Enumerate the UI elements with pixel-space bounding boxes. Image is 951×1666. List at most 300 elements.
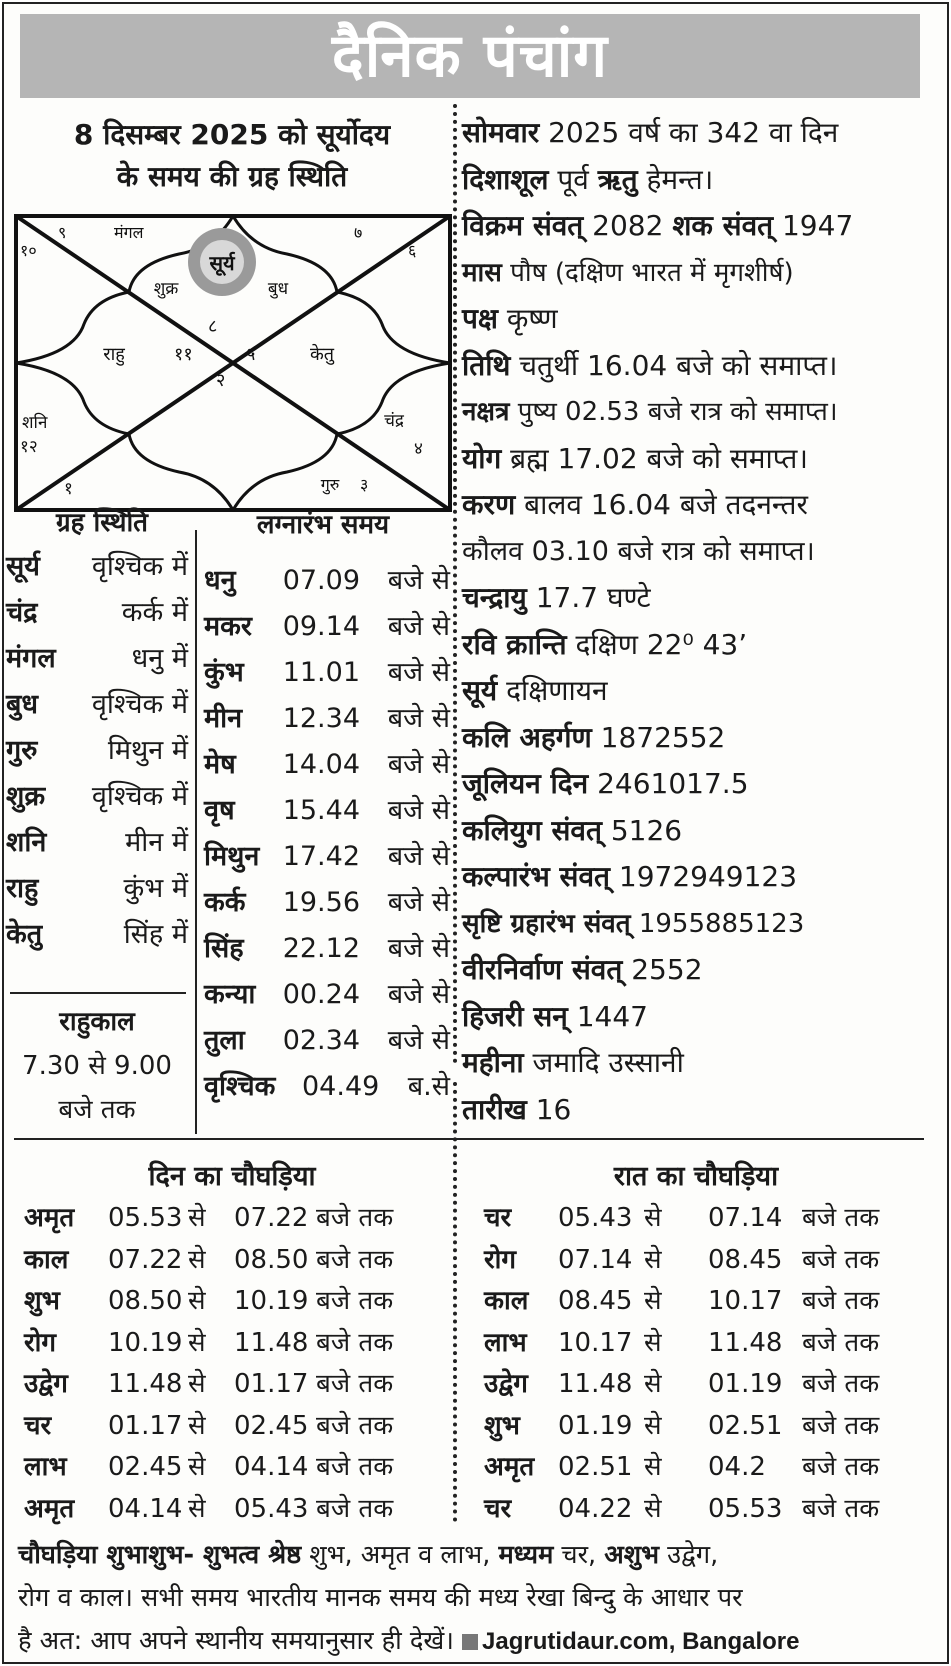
- panchang-row: [462, 157, 942, 204]
- lagna-row: [204, 560, 450, 606]
- footer-bold: अशुभ: [604, 1540, 660, 1570]
- panchang-row: [462, 715, 942, 762]
- choghadiya-to: 05.53: [708, 1493, 783, 1524]
- choghadiya-se: से: [644, 1410, 662, 1441]
- lagna-row: [204, 836, 450, 882]
- choghadiya-to: 08.50: [234, 1244, 309, 1275]
- panchang-value: 1947: [773, 209, 854, 242]
- lagna-rashi: कुंभ: [204, 657, 244, 688]
- kundli-chart-svg: [14, 214, 452, 512]
- lagna-row: [204, 698, 450, 744]
- day-choghadiya-heading: दिन का चौघड़िया: [148, 1161, 316, 1192]
- choghadiya-name: अमृत: [24, 1203, 75, 1233]
- lagna-rashi: मेष: [204, 749, 236, 780]
- graha-sign: सिंह में: [123, 919, 188, 950]
- panchang-key: करण: [462, 488, 516, 521]
- panchang-row: [462, 296, 942, 343]
- house-number: १०: [20, 241, 37, 260]
- panchang-row: [462, 901, 942, 948]
- graha-name: गुरु: [6, 735, 38, 766]
- choghadiya-tak: बजे तक: [316, 1410, 394, 1441]
- graha-name: राहु: [6, 873, 39, 904]
- choghadiya-se: से: [188, 1493, 206, 1524]
- choghadiya-name: काल: [24, 1244, 69, 1275]
- choghadiya-from: 02.51: [558, 1452, 633, 1482]
- graha-name: शुक्र: [6, 781, 46, 812]
- kundli-chart: [14, 214, 452, 512]
- panchang-key: तिथि: [462, 348, 511, 382]
- panchang-key: सूर्य: [462, 674, 498, 707]
- choghadiya-from: 10.17: [558, 1327, 633, 1358]
- choghadiya-tak: बजे तक: [802, 1493, 880, 1524]
- choghadiya-from: 11.48: [108, 1369, 183, 1399]
- choghadiya-tak: बजे तक: [802, 1452, 880, 1482]
- panchang-value: 16: [526, 1092, 572, 1126]
- panchang-value: 2082: [583, 209, 673, 242]
- panchang-value: 1955885123: [630, 908, 805, 939]
- lagna-row: [204, 974, 450, 1020]
- lagna-time: 12.34: [282, 703, 360, 734]
- choghadiya-row: [24, 1406, 444, 1448]
- choghadiya-se: से: [188, 1203, 206, 1233]
- footer-note: [18, 1534, 938, 1663]
- house-number: ११: [174, 344, 193, 365]
- rahukal-heading: राहुकाल: [59, 1007, 135, 1037]
- graha-row: [6, 730, 188, 776]
- choghadiya-from: 04.14: [108, 1493, 183, 1524]
- footer-line3: [18, 1620, 938, 1663]
- house-number: ३: [360, 475, 369, 494]
- choghadiya-name: चर: [484, 1493, 512, 1524]
- panchang-value: दक्षिण 22⁰ 43’: [566, 627, 748, 661]
- choghadiya-se: से: [188, 1286, 206, 1316]
- panchang-row: [462, 854, 942, 901]
- choghadiya-from: 04.22: [558, 1493, 633, 1524]
- choghadiya-to: 02.51: [708, 1410, 783, 1441]
- choghadiya-from: 07.14: [558, 1244, 633, 1275]
- panchang-value: बालव 16.04 बजे तदनन्तर: [515, 488, 808, 521]
- lagna-suffix: बजे से: [387, 1025, 450, 1056]
- panchang-key: महीना: [462, 1046, 524, 1079]
- choghadiya-from: 02.45: [108, 1452, 183, 1482]
- choghadiya-tak: बजे तक: [802, 1327, 880, 1358]
- graha-sign: वृश्चिक में: [91, 689, 188, 720]
- choghadiya-to: 11.48: [708, 1327, 783, 1358]
- choghadiya-from: 10.19: [108, 1327, 183, 1358]
- panchang-value: कौलव 03.10 बजे रात्र को समाप्त।: [462, 535, 815, 567]
- lagna-rashi: धनु: [204, 565, 236, 596]
- choghadiya-name: लाभ: [24, 1452, 67, 1482]
- choghadiya-tak: बजे तक: [802, 1369, 880, 1399]
- choghadiya-se: से: [644, 1493, 662, 1524]
- choghadiya-name: रोग: [484, 1244, 517, 1275]
- panchang-details: [462, 110, 942, 1133]
- lagna-suffix: बजे से: [387, 933, 450, 964]
- chart-heading-line2: के समय की ग्रह स्थिति: [116, 160, 348, 193]
- choghadiya-se: से: [644, 1244, 662, 1275]
- panchang-value: 2025 वर्ष का 342 वा दिन: [539, 116, 839, 149]
- panchang-key: नक्षत्र: [462, 397, 510, 427]
- panchang-value: पुष्य 02.53 बजे रात्र को समाप्त।: [509, 397, 838, 427]
- panchang-value: हेमन्त।: [637, 162, 714, 196]
- footer-bold: मध्यम: [498, 1540, 554, 1570]
- graha-name: मंगल: [6, 643, 56, 674]
- graha-sign: वृश्चिक में: [91, 781, 188, 812]
- choghadiya-row: [24, 1240, 444, 1282]
- choghadiya-row: [24, 1323, 444, 1365]
- lagna-row: [204, 744, 450, 790]
- rahukal-suffix: बजे तक: [58, 1095, 136, 1125]
- panchang-value: 1872552: [591, 720, 726, 754]
- choghadiya-to: 11.48: [234, 1327, 309, 1358]
- footer-bold: चौघड़िया शुभाशुभ-: [18, 1540, 203, 1570]
- planet-budh: बुध: [267, 279, 289, 299]
- choghadiya-row: [24, 1281, 444, 1323]
- choghadiya-tak: बजे तक: [316, 1327, 394, 1358]
- choghadiya-from: 07.22: [108, 1244, 183, 1275]
- panchang-key: मास: [462, 257, 502, 288]
- planet-chandra: चंद्र: [384, 411, 404, 431]
- choghadiya-se: से: [188, 1410, 206, 1441]
- choghadiya-from: 11.48: [558, 1369, 633, 1399]
- graha-row: [6, 776, 188, 822]
- lagna-row: [204, 652, 450, 698]
- lagna-suffix: बजे से: [387, 749, 450, 780]
- choghadiya-name: अमृत: [484, 1452, 535, 1482]
- lagna-heading: लग्नारंभ समय: [256, 510, 390, 540]
- graha-sign: मिथुन में: [107, 735, 188, 766]
- panchang-value: 2461017.5: [588, 767, 749, 800]
- house-number: १२: [20, 437, 38, 457]
- choghadiya-name: शुभ: [24, 1286, 60, 1316]
- lagna-time: 02.34: [282, 1025, 360, 1056]
- petal-bottom: [129, 434, 337, 510]
- choghadiya-row: [484, 1281, 924, 1323]
- graha-name: चंद्र: [6, 597, 38, 628]
- lagna-time: 22.12: [282, 933, 360, 964]
- choghadiya-se: से: [188, 1244, 206, 1275]
- footer-text: शुभ, अमृत व लाभ,: [301, 1540, 499, 1570]
- choghadiya-row: [24, 1198, 444, 1240]
- choghadiya-from: 01.17: [108, 1410, 183, 1441]
- lagna-time: 00.24: [282, 979, 360, 1010]
- planet-shani: शनि: [22, 413, 48, 433]
- choghadiya-to: 02.45: [234, 1410, 309, 1441]
- house-number: ९: [58, 223, 67, 242]
- lagna-rashi: मिथुन: [204, 841, 260, 872]
- panchang-key: शक संवत्: [672, 209, 774, 242]
- choghadiya-from: 05.43: [558, 1203, 633, 1233]
- panchang-value: 5126: [601, 813, 683, 847]
- panchang-row: [462, 110, 942, 157]
- graha-sthiti-list: [6, 546, 188, 960]
- planet-guru: गुरु: [320, 475, 340, 494]
- lagna-rashi: सिंह: [204, 933, 244, 964]
- choghadiya-tak: बजे तक: [316, 1286, 394, 1316]
- choghadiya-to: 08.45: [708, 1244, 783, 1275]
- lagna-time: 09.14: [282, 611, 360, 642]
- graha-row: [6, 822, 188, 868]
- choghadiya-tak: बजे तक: [316, 1452, 394, 1482]
- lagna-rashi: वृष: [204, 795, 235, 826]
- panchang-value: ब्रह्म 17.02 बजे को समाप्त।: [501, 441, 808, 475]
- choghadiya-name: उद्वेग: [24, 1369, 68, 1399]
- lagna-rashi: मकर: [204, 611, 252, 642]
- panchang-key: हिजरी सन्: [462, 999, 568, 1033]
- chart-heading-line1: 8 दिसम्बर 2025 को सूर्योदय: [73, 118, 391, 151]
- panchang-key: कल्पारंभ संवत्: [462, 860, 611, 893]
- graha-row: [6, 592, 188, 638]
- lagna-rashi: वृश्चिक: [204, 1071, 276, 1102]
- choghadiya-se: से: [644, 1203, 662, 1233]
- choghadiya-tak: बजे तक: [316, 1369, 394, 1399]
- panchang-row: [462, 947, 942, 994]
- night-choghadiya-heading: रात का चौघड़िया: [613, 1161, 779, 1192]
- site-credit: Jagrutidaur.com, Bangalore: [482, 1628, 800, 1655]
- choghadiya-name: अमृत: [24, 1493, 75, 1524]
- panchang-row: [462, 389, 942, 436]
- choghadiya-from: 08.50: [108, 1286, 183, 1316]
- footer-text: चर,: [553, 1540, 605, 1570]
- house-number: १: [64, 479, 73, 499]
- panchang-key: चन्द्रायु: [462, 581, 527, 614]
- lagna-time: 07.09: [282, 565, 360, 596]
- graha-name: शनि: [6, 827, 47, 858]
- graha-sign: कुंभ में: [123, 873, 188, 904]
- graha-sign: मीन में: [125, 827, 188, 858]
- lagna-row: [204, 606, 450, 652]
- panchang-value: दक्षिणायन: [497, 674, 608, 707]
- choghadiya-to: 01.17: [234, 1369, 309, 1399]
- footer-bold: शुभत्व श्रेष्ठ: [203, 1540, 302, 1570]
- choghadiya-tak: बजे तक: [316, 1203, 394, 1233]
- panchang-key: तारीख: [462, 1092, 527, 1126]
- lagna-suffix: बजे से: [387, 795, 450, 826]
- panchang-key: पक्ष: [462, 302, 498, 335]
- graha-name: केतु: [6, 919, 43, 950]
- night-choghadiya-list: [484, 1198, 924, 1530]
- choghadiya-row: [484, 1489, 924, 1531]
- choghadiya-name: चर: [484, 1203, 512, 1233]
- choghadiya-from: 01.19: [558, 1410, 633, 1441]
- choghadiya-se: से: [644, 1286, 662, 1316]
- panchang-row: [462, 1087, 942, 1134]
- lagna-row: [204, 1066, 450, 1112]
- choghadiya-to: 07.14: [708, 1203, 783, 1233]
- planet-shukra: शुक्र: [153, 279, 179, 299]
- choghadiya-tak: बजे तक: [316, 1244, 394, 1275]
- graha-sthiti-heading: ग्रह स्थिति: [55, 508, 149, 538]
- choghadiya-to: 04.2: [708, 1452, 766, 1482]
- panchang-row: [462, 482, 942, 529]
- choghadiya-to: 01.19: [708, 1369, 783, 1399]
- panchang-row: [462, 343, 942, 390]
- choghadiya-name: काल: [484, 1286, 529, 1316]
- graha-lagna-divider: [195, 530, 197, 1134]
- choghadiya-tak: बजे तक: [802, 1410, 880, 1441]
- choghadiya-row: [24, 1489, 444, 1531]
- choghadiya-tak: बजे तक: [802, 1203, 880, 1233]
- lagna-suffix: बजे से: [387, 887, 450, 918]
- choghadiya-row: [24, 1447, 444, 1489]
- panchang-value: कृष्ण: [497, 302, 558, 335]
- panchang-key: योग: [462, 441, 502, 475]
- graha-row: [6, 546, 188, 592]
- graha-row: [6, 684, 188, 730]
- house-number: ८: [208, 316, 218, 337]
- graha-name: बुध: [6, 689, 39, 720]
- footer-text: उद्वेग,: [659, 1540, 719, 1570]
- choghadiya-name: उद्वेग: [484, 1369, 528, 1399]
- lagna-row: [204, 928, 450, 974]
- panchang-row: [462, 250, 942, 297]
- panchang-row: [462, 622, 942, 669]
- panchang-value: 2552: [622, 953, 703, 986]
- panchang-key: जूलियन दिन: [462, 767, 589, 800]
- panchang-key: कलि अहर्गण: [462, 720, 592, 754]
- lagna-list: [204, 560, 450, 1112]
- lagna-time: 14.04: [282, 749, 360, 780]
- panchang-value: पूर्व: [548, 162, 598, 196]
- choghadiya-row: [484, 1364, 924, 1406]
- house-number: ७: [354, 223, 363, 242]
- choghadiya-row: [484, 1406, 924, 1448]
- page-title: दैनिक पंचांग: [20, 14, 920, 98]
- lagna-time: 04.49: [302, 1071, 380, 1102]
- lagna-suffix: बजे से: [387, 841, 450, 872]
- panchang-value: 1972949123: [610, 860, 798, 893]
- panchang-row: [462, 436, 942, 483]
- panchang-key: विक्रम संवत्: [462, 209, 584, 242]
- lagna-suffix: ब.से: [407, 1071, 450, 1102]
- planet-surya: सूर्य: [209, 251, 235, 275]
- choghadiya-name: लाभ: [484, 1327, 527, 1358]
- house-number: २: [216, 370, 226, 391]
- panchang-key: दिशाशूल: [462, 162, 549, 196]
- panchang-value: पौष (दक्षिण भारत में मृगशीर्ष): [501, 257, 794, 288]
- column-separator-upper: [453, 104, 457, 1064]
- choghadiya-row: [24, 1364, 444, 1406]
- graha-name: सूर्य: [6, 551, 40, 582]
- choghadiya-tak: बजे तक: [802, 1286, 880, 1316]
- lagna-row: [204, 790, 450, 836]
- planet-ketu: केतु: [309, 344, 335, 365]
- choghadiya-to: 10.17: [708, 1286, 783, 1316]
- panchang-row: [462, 668, 942, 715]
- panchang-value: 17.7 घण्टे: [526, 581, 651, 614]
- choghadiya-se: से: [188, 1452, 206, 1482]
- lagna-suffix: बजे से: [387, 979, 450, 1010]
- rahukal-divider: [10, 992, 186, 994]
- house-number: ५: [246, 344, 256, 365]
- graha-sign: कर्क में: [121, 597, 188, 628]
- lagna-rashi: तुला: [204, 1025, 245, 1056]
- choghadiya-row: [484, 1323, 924, 1365]
- footer-text: है अत: आप अपने स्थानीय समयानुसार ही देखें।: [18, 1626, 454, 1656]
- panchang-key: वीरनिर्वाण संवत्: [462, 953, 623, 986]
- house-number: ६: [408, 241, 417, 260]
- choghadiya-name: रोग: [24, 1327, 57, 1358]
- day-choghadiya-list: [24, 1198, 444, 1530]
- graha-row: [6, 638, 188, 684]
- choghadiya-to: 10.19: [234, 1286, 309, 1316]
- lagna-rashi: कर्क: [204, 887, 246, 918]
- choghadiya-from: 08.45: [558, 1286, 633, 1316]
- choghadiya-se: से: [644, 1327, 662, 1358]
- choghadiya-row: [484, 1447, 924, 1489]
- lagna-time: 11.01: [282, 657, 360, 688]
- panchang-value: 1447: [567, 999, 648, 1033]
- column-separator-lower: [453, 1082, 457, 1522]
- lagna-row: [204, 882, 450, 928]
- planet-mangal: मंगल: [114, 223, 144, 242]
- panchang-value: चतुर्थी 16.04 बजे को समाप्त।: [510, 348, 838, 382]
- panchang-row: [462, 994, 942, 1041]
- panchang-key: रवि क्रान्ति: [462, 627, 567, 661]
- choghadiya-row: [484, 1198, 924, 1240]
- panchang-key: सोमवार: [462, 116, 540, 149]
- lagna-time: 19.56: [282, 887, 360, 918]
- choghadiya-to: 07.22: [234, 1203, 309, 1233]
- footer-line2: रोग व काल। सभी समय भारतीय मानक समय की मध्य रेखा बिन्दु के आधार पर: [18, 1583, 743, 1613]
- graha-sign: वृश्चिक में: [91, 551, 188, 582]
- lagna-suffix: बजे से: [387, 611, 450, 642]
- lagna-row: [204, 1020, 450, 1066]
- choghadiya-se: से: [644, 1369, 662, 1399]
- planet-rahu: राहु: [103, 344, 125, 365]
- lagna-suffix: बजे से: [387, 657, 450, 688]
- panchang-row: [462, 575, 942, 622]
- choghadiya-se: से: [644, 1452, 662, 1482]
- rahukal-box: [6, 1000, 188, 1132]
- lagna-suffix: बजे से: [387, 703, 450, 734]
- lagna-rashi: मीन: [204, 703, 243, 734]
- panchang-value: जमादि उस्सानी: [523, 1046, 684, 1079]
- choghadiya-tak: बजे तक: [802, 1244, 880, 1275]
- panchang-row: [462, 529, 942, 576]
- lagna-time: 15.44: [282, 795, 360, 826]
- choghadiya-se: से: [188, 1327, 206, 1358]
- square-bullet-icon: [462, 1634, 478, 1650]
- choghadiya-to: 05.43: [234, 1493, 309, 1524]
- choghadiya-row: [484, 1240, 924, 1282]
- choghadiya-name: चर: [24, 1410, 52, 1441]
- chart-heading: [14, 116, 450, 196]
- choghadiya-from: 05.53: [108, 1203, 183, 1233]
- rahukal-time: 7.30 से 9.00: [22, 1051, 172, 1081]
- panchang-row: [462, 761, 942, 808]
- lagna-suffix: बजे से: [387, 565, 450, 596]
- choghadiya-tak: बजे तक: [316, 1493, 394, 1524]
- choghadiya-to: 04.14: [234, 1452, 309, 1482]
- footer-line1: [18, 1534, 938, 1577]
- choghadiya-se: से: [188, 1369, 206, 1399]
- panchang-row: [462, 1040, 942, 1087]
- house-number: ४: [414, 439, 423, 459]
- panchang-key: कलियुग संवत्: [462, 813, 602, 847]
- lagna-rashi: कन्या: [204, 979, 256, 1010]
- graha-sign: धनु में: [131, 643, 188, 674]
- graha-row: [6, 868, 188, 914]
- choghadiya-divider: [14, 1138, 924, 1140]
- graha-row: [6, 914, 188, 960]
- choghadiya-name: शुभ: [484, 1410, 520, 1441]
- lagna-time: 17.42: [282, 841, 360, 872]
- panchang-key: ऋतु: [597, 162, 638, 196]
- panchang-key: सृष्टि ग्रहारंभ संवत्: [462, 908, 631, 939]
- panchang-row: [462, 203, 942, 250]
- panchang-row: [462, 808, 942, 855]
